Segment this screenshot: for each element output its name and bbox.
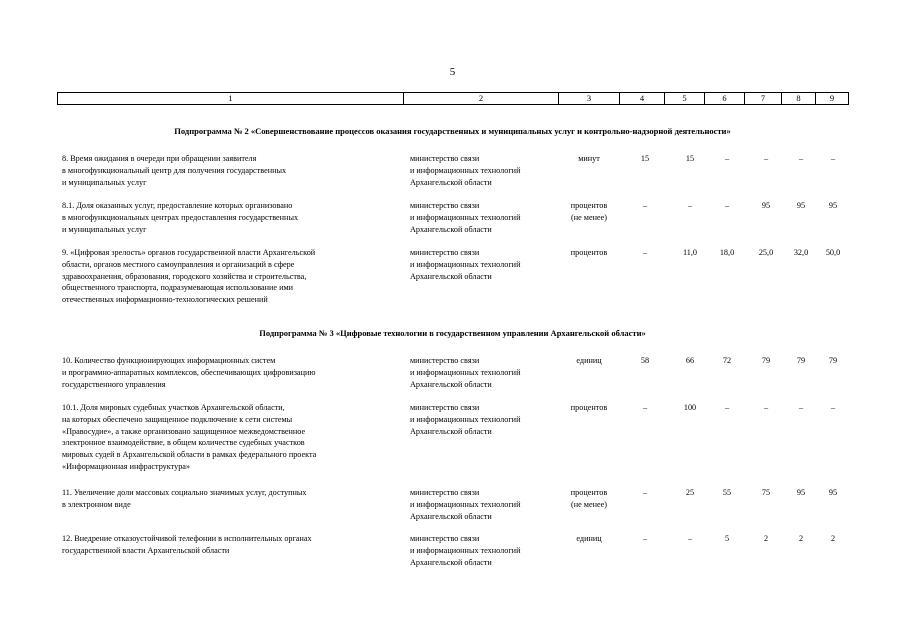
- indicator-name: 8.1. Доля оказанных услуг, предоставление которых организовано в многофункциональных центрах предоставления государственных и муниципальных услуг: [62, 201, 299, 234]
- subprogram-3-title: Подпрограмма № 3 «Цифровые технологии в государственном управлении Архангельской области»: [259, 328, 646, 338]
- responsible-org: министерство связи и информационных технологий Архангельской области: [410, 248, 521, 281]
- value-col-5: 100: [683, 403, 697, 412]
- unit: процентов: [570, 403, 608, 412]
- value-col-9: –: [830, 403, 836, 412]
- column-header-row: [58, 93, 849, 105]
- indicator-name: 12. Внедрение отказоустойчивой телефонии в исполнительных органах государственной власти Архангельской области: [62, 534, 312, 555]
- col-header-3: 3: [559, 93, 620, 105]
- value-col-5: 15: [685, 154, 695, 163]
- value-col-6: –: [724, 403, 730, 412]
- value-col-4: –: [642, 201, 648, 210]
- unit: процентов (не менее): [570, 201, 608, 222]
- value-col-9: 79: [828, 356, 838, 365]
- subprogram-2-title: Подпрограмма № 2 «Совершенствование процессов оказания государственных и муниципальных услуг и контрольно-надзорной деятельности»: [174, 126, 731, 136]
- col-header-7: 7: [745, 93, 782, 105]
- value-col-9: 95: [828, 201, 838, 210]
- value-col-5: 66: [685, 356, 695, 365]
- value-col-7: 75: [761, 488, 771, 497]
- value-col-6: –: [724, 154, 730, 163]
- indicator-name: 10. Количество функционирующих информационных систем и программно-аппаратных комплексов, обеспечивающих цифровизацию государственного управления: [62, 356, 316, 389]
- unit: процентов (не менее): [570, 488, 608, 509]
- col-header-6: 6: [705, 93, 745, 105]
- indicator-name: 11. Увеличение доли массовых социально значимых услуг, доступных в электронном виде: [62, 488, 307, 509]
- unit: единиц: [576, 356, 602, 365]
- value-col-9: 95: [828, 488, 838, 497]
- indicator-name: 8. Время ожидания в очереди при обращении заявителя в многофункциональный центр для получения государственных и муниципальных услуг: [62, 154, 287, 187]
- col-header-2: 2: [404, 93, 559, 105]
- value-col-5: –: [687, 534, 693, 543]
- value-col-5: 25: [685, 488, 695, 497]
- unit: процентов: [570, 248, 608, 257]
- value-col-8: 79: [796, 356, 806, 365]
- value-col-4: 15: [640, 154, 650, 163]
- responsible-org: министерство связи и информационных технологий Архангельской области: [410, 356, 521, 389]
- column-header-table: [57, 92, 849, 105]
- col-header-1: 1: [58, 93, 404, 105]
- unit: минут: [578, 154, 600, 163]
- value-col-4: –: [642, 403, 648, 412]
- value-col-4: –: [642, 534, 648, 543]
- col-header-5: 5: [665, 93, 705, 105]
- responsible-org: министерство связи и информационных технологий Архангельской области: [410, 488, 521, 521]
- value-col-8: –: [798, 403, 804, 412]
- value-col-6: –: [724, 201, 730, 210]
- value-col-7: 79: [761, 356, 771, 365]
- value-col-5: 11,0: [682, 248, 698, 257]
- col-header-9: 9: [816, 93, 849, 105]
- col-header-4: 4: [620, 93, 665, 105]
- value-col-4: 58: [640, 356, 650, 365]
- indicator-name: 10.1. Доля мировых судебных участков Архангельской области, на которых обеспечено защищенное подключение к сети системы «Правосудие», а также организовано защищенное межведомственное электронное взаимодействие, в общем количестве судебных участков мировых судей в Архангельской области в рамках федерального проекта «Информационная инфраструктура»: [62, 403, 317, 471]
- value-col-9: 50,0: [825, 248, 841, 257]
- value-col-8: 95: [796, 488, 806, 497]
- value-col-7: –: [763, 154, 769, 163]
- value-col-9: –: [830, 154, 836, 163]
- responsible-org: министерство связи и информационных технологий Архангельской области: [410, 534, 521, 567]
- value-col-5: –: [687, 201, 693, 210]
- value-col-7: 95: [761, 201, 771, 210]
- value-col-8: 95: [796, 201, 806, 210]
- value-col-8: –: [798, 154, 804, 163]
- value-col-6: 18,0: [719, 248, 735, 257]
- value-col-8: 32,0: [793, 248, 809, 257]
- value-col-9: 2: [830, 534, 836, 543]
- page-number: 5: [449, 66, 456, 78]
- responsible-org: министерство связи и информационных технологий Архангельской области: [410, 154, 521, 187]
- value-col-7: 2: [763, 534, 769, 543]
- indicator-name: 9. «Цифровая зрелость» органов государственной власти Архангельской области, органов местного самоуправления и организаций в сфере здравоохранения, образования, городского хозяйства и строительства, общественного транспорта, подразумевающая использование ими отечественных информационно-технологических решений: [62, 248, 316, 305]
- value-col-4: –: [642, 488, 648, 497]
- col-header-8: 8: [782, 93, 816, 105]
- responsible-org: министерство связи и информационных технологий Архангельской области: [410, 201, 521, 234]
- value-col-8: 2: [798, 534, 804, 543]
- value-col-6: 5: [724, 534, 730, 543]
- value-col-7: –: [763, 403, 769, 412]
- unit: единиц: [576, 534, 602, 543]
- value-col-4: –: [642, 248, 648, 257]
- value-col-6: 55: [722, 488, 732, 497]
- value-col-6: 72: [722, 356, 732, 365]
- value-col-7: 25,0: [758, 248, 774, 257]
- responsible-org: министерство связи и информационных технологий Архангельской области: [410, 403, 521, 436]
